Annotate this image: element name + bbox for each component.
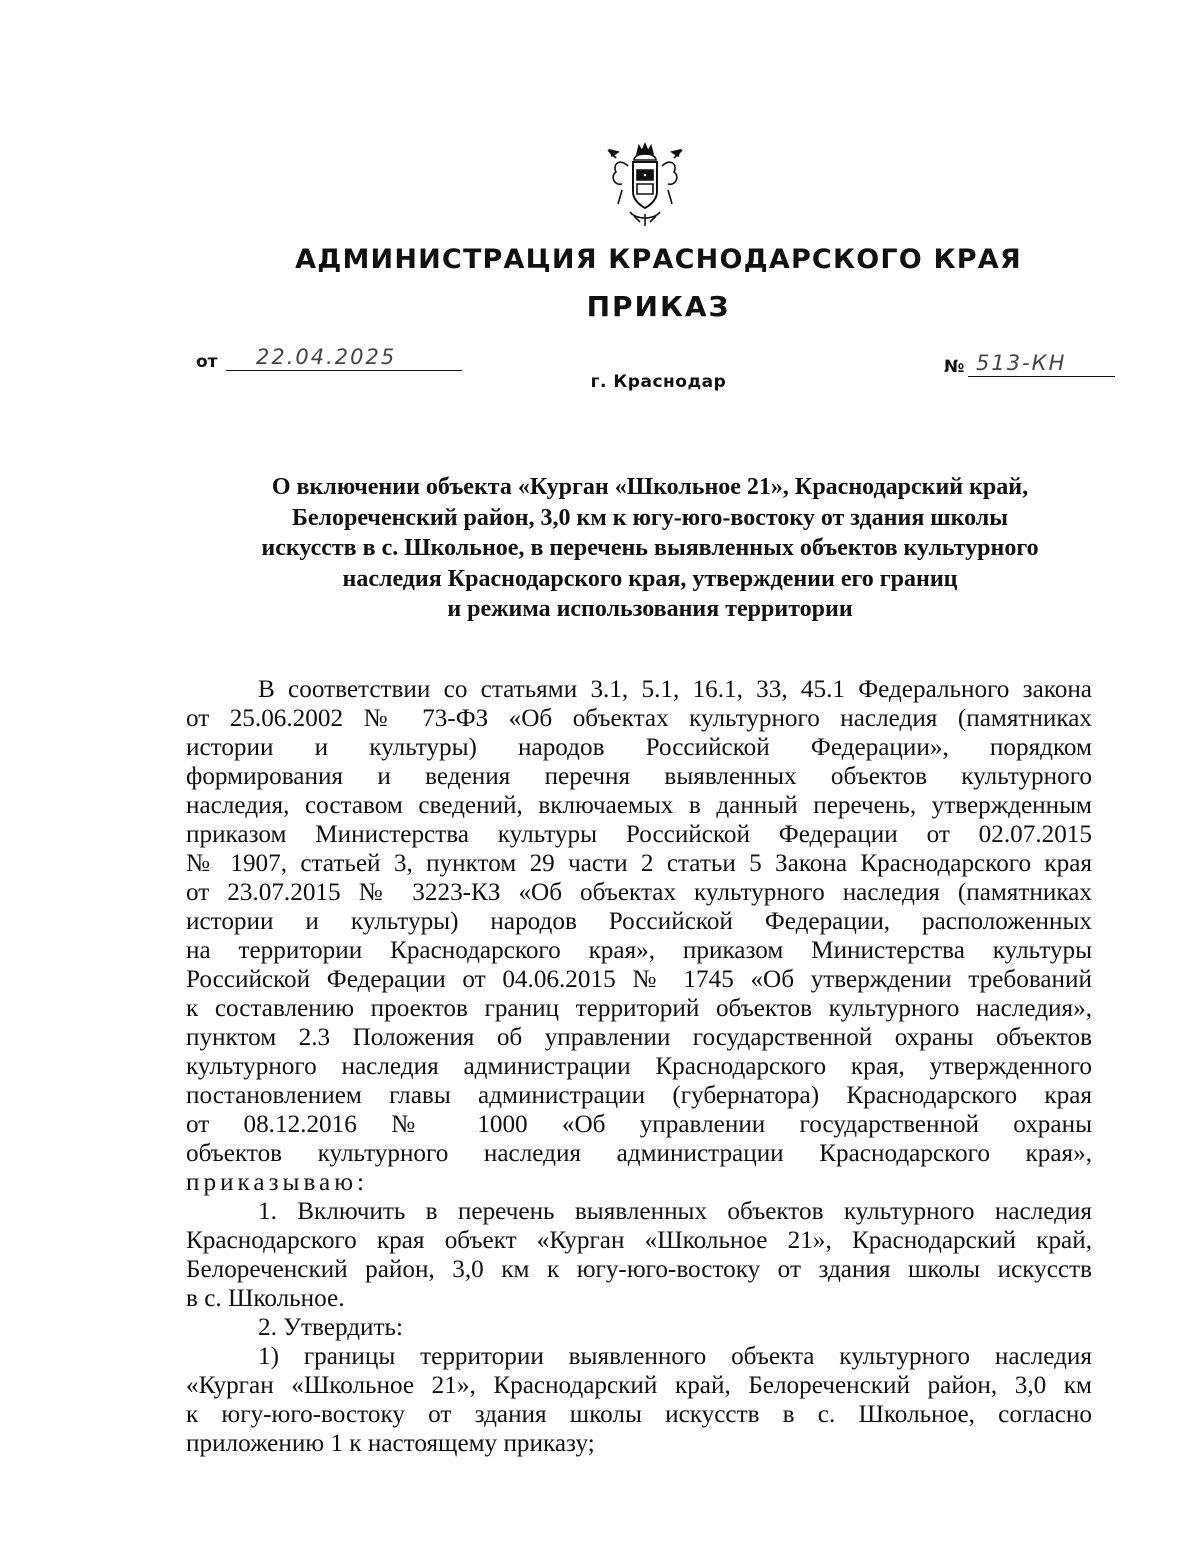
body-line: приказом Министерства культуры Российской Федерации от 02.07.2015 [186, 821, 1092, 848]
body-line: от 23.07.2015 № 3223-КЗ «Об объектах культурного наследия (памятниках [186, 879, 1092, 906]
body-line: к составлению проектов границ территорий объектов культурного наследия», [186, 995, 1092, 1022]
title-line: и режима использования территории [447, 596, 853, 622]
body-line: постановлением главы администрации (губернатора) Краснодарского края [186, 1082, 1092, 1109]
body-line: приказываю: [186, 1169, 369, 1196]
date-value: 22.04.2025 [256, 345, 397, 369]
document-type: ПРИКАЗ [586, 290, 731, 323]
number-label: № [944, 357, 965, 377]
body-line: № 1907, статьей 3, пунктом 29 части 2 статьи 5 Закона Краснодарского края [186, 850, 1092, 877]
date-field [226, 345, 462, 371]
body-line: приложению 1 к настоящему приказу; [186, 1430, 595, 1457]
date-label: от [196, 352, 218, 372]
document-title [215, 472, 1085, 625]
title-line: искусств в с. Школьное, в перечень выявленных объектов культурного [261, 535, 1039, 561]
title-line: О включении объекта «Курган «Школьное 21», Краснодарский край, [271, 474, 1029, 500]
body-line: пунктом 2.3 Положения об управлении государственной охраны объектов [186, 1024, 1092, 1051]
coat-of-arms-icon [600, 140, 690, 230]
body-line: наследия, составом сведений, включаемых в данный перечень, утвержденным [186, 792, 1092, 819]
body-line: от 08.12.2016 № 1000 «Об управлении государственной охраны [186, 1111, 1092, 1138]
body-line: к югу-юго-востоку от здания школы искусств в с. Школьное, согласно [186, 1401, 1092, 1428]
body-line: 1. Включить в перечень выявленных объектов культурного наследия [258, 1198, 1092, 1225]
number-value: 513-КН [976, 351, 1067, 375]
body-line: Белореченский район, 3,0 км к югу-юго-востоку от здания школы искусств [186, 1256, 1092, 1283]
title-line: Белореченский район, 3,0 км к югу-юго-востоку от здания школы [292, 504, 1008, 531]
body-line: Российской Федерации от 04.06.2015 № 1745 «Об утверждении требований [186, 966, 1092, 993]
body-line: в с. Школьное. [186, 1285, 345, 1312]
body-line: «Курган «Школьное 21», Краснодарский край, Белореченский район, 3,0 км [186, 1372, 1092, 1399]
body-line: Краснодарского края объект «Курган «Школьное 21», Краснодарский край, [186, 1227, 1092, 1254]
body-line: культурного наследия администрации Краснодарского края, утвержденного [186, 1053, 1092, 1080]
city-line: г. Краснодар [590, 372, 727, 392]
body-line: 1) границы территории выявленного объекта культурного наследия [258, 1343, 1092, 1370]
body-line: истории и культуры) народов Российской Федерации, расположенных [186, 908, 1092, 935]
body-line: формирования и ведения перечня выявленных объектов культурного [186, 763, 1092, 790]
organization-name: АДМИНИСТРАЦИЯ КРАСНОДАРСКОГО КРАЯ [295, 244, 1022, 275]
body-line: истории и культуры) народов Российской Федерации», порядком [186, 734, 1092, 761]
body-line: от 25.06.2002 № 73-ФЗ «Об объектах культурного наследия (памятниках [186, 705, 1092, 732]
title-line: наследия Краснодарского края, утверждении его границ [342, 565, 958, 592]
document-body [186, 675, 1092, 1458]
body-line: В соответствии со статьями 3.1, 5.1, 16.1, 33, 45.1 Федерального закона [258, 676, 1092, 703]
body-line: объектов культурного наследия администрации Краснодарского края», [186, 1140, 1092, 1167]
body-line: на территории Краснодарского края», приказом Министерства культуры [186, 937, 1092, 964]
body-line: 2. Утвердить: [258, 1314, 404, 1341]
